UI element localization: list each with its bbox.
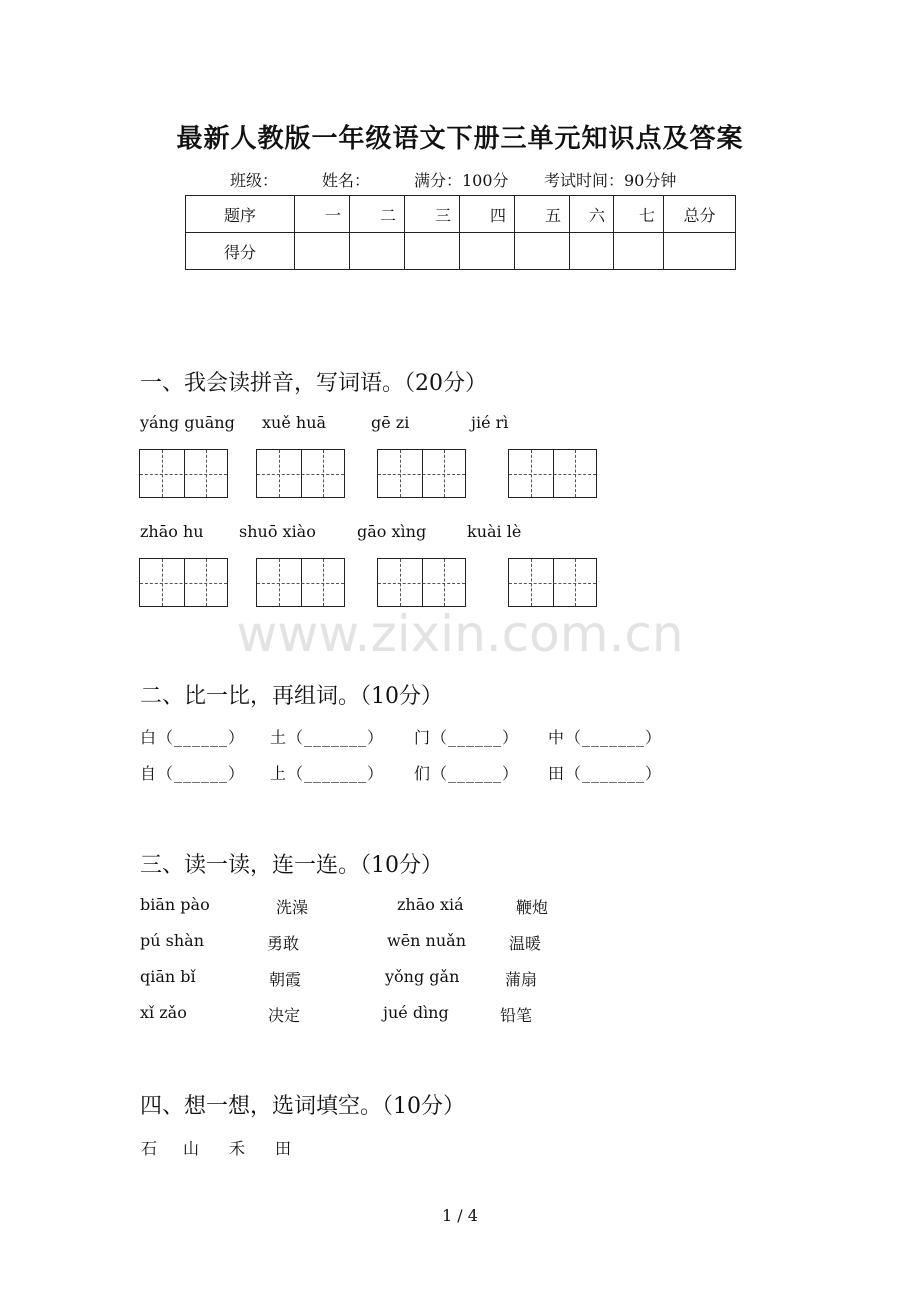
score-cell[interactable]: [460, 233, 515, 270]
q3-pinyin: qiān bǐ: [140, 967, 196, 986]
score-row-label: 得分: [186, 233, 295, 270]
header-cell-7: 七: [614, 196, 664, 233]
writing-grid[interactable]: [377, 558, 466, 607]
q4-word: 石: [141, 1139, 158, 1158]
header-cell-4: 四: [460, 196, 515, 233]
class-label: 班级：: [230, 171, 279, 190]
q3-word: 勇敢: [267, 934, 300, 953]
q3-heading: 三、读一读，连一连。（10分）: [140, 853, 443, 878]
page-number: 1 / 4: [442, 1206, 478, 1225]
header-cell-1: 一: [295, 196, 350, 233]
score-table-score-row: [186, 233, 736, 270]
q3-pinyin: biān pào: [140, 895, 210, 914]
watermark: www.zixin.com.cn: [236, 605, 684, 663]
q2-item: 白（______）: [140, 728, 246, 747]
writing-grid[interactable]: [377, 449, 466, 498]
q1-pinyin: xuě huā: [262, 413, 327, 432]
q1-heading: 一、我会读拼音，写词语。（20分）: [140, 371, 487, 396]
q3-pinyin: xǐ zǎo: [140, 1003, 187, 1022]
score-cell[interactable]: [515, 233, 570, 270]
q4-word: 禾: [229, 1139, 246, 1158]
q2-item: 田（_______）: [548, 764, 663, 783]
q3-word: 决定: [268, 1006, 301, 1025]
q3-pinyin: jué dìng: [383, 1003, 449, 1022]
q2-item: 土（_______）: [270, 728, 385, 747]
writing-grid[interactable]: [508, 449, 597, 498]
q4-heading: 四、想一想，选词填空。（10分）: [140, 1094, 465, 1119]
q4-word: 田: [275, 1139, 292, 1158]
q3-pinyin: wēn nuǎn: [387, 931, 467, 950]
q1-pinyin: shuō xiào: [239, 522, 316, 541]
q2-item: 上（_______）: [270, 764, 385, 783]
q1-pinyin: kuài lè: [467, 522, 522, 541]
score-cell[interactable]: [295, 233, 350, 270]
exam-time-label: 考试时间：90分钟: [544, 171, 677, 190]
q2-item: 门（______）: [414, 728, 520, 747]
q2-heading: 二、比一比，再组词。（10分）: [140, 684, 443, 709]
q3-word: 温暖: [509, 934, 542, 953]
header-cell-3: 三: [405, 196, 460, 233]
score-cell[interactable]: [614, 233, 664, 270]
q3-word: 蒲扇: [505, 970, 538, 989]
q3-word: 洗澡: [276, 898, 309, 917]
writing-grid[interactable]: [139, 449, 228, 498]
full-score-label: 满分：100分: [414, 171, 509, 190]
page-title: 最新人教版一年级语文下册三单元知识点及答案: [176, 124, 744, 154]
q1-pinyin: gāo xìng: [357, 522, 427, 541]
q4-word: 山: [183, 1139, 200, 1158]
q1-pinyin: gē zi: [371, 413, 410, 432]
q3-word: 朝霞: [269, 970, 302, 989]
q1-pinyin: zhāo hu: [140, 522, 204, 541]
writing-grid[interactable]: [508, 558, 597, 607]
score-cell[interactable]: [350, 233, 405, 270]
q1-pinyin: jié rì: [471, 413, 509, 432]
writing-grid[interactable]: [139, 558, 228, 607]
q3-pinyin: yǒng gǎn: [385, 967, 460, 986]
q3-word: 鞭炮: [516, 898, 549, 917]
header-cell-total: 总分: [664, 196, 736, 233]
score-table: [185, 195, 736, 270]
q1-pinyin: yáng guāng: [140, 413, 235, 432]
header-cell-6: 六: [570, 196, 614, 233]
writing-grid[interactable]: [256, 558, 345, 607]
q2-item: 中（_______）: [548, 728, 663, 747]
q2-item: 自（______）: [140, 764, 246, 783]
header-cell-question-order: 题序: [186, 196, 295, 233]
score-cell[interactable]: [570, 233, 614, 270]
name-label: 姓名：: [322, 171, 371, 190]
q2-item: 们（______）: [414, 764, 520, 783]
q3-pinyin: pú shàn: [140, 931, 204, 950]
writing-grid[interactable]: [256, 449, 345, 498]
score-cell[interactable]: [405, 233, 460, 270]
score-table-header-row: [186, 196, 736, 233]
header-cell-2: 二: [350, 196, 405, 233]
header-cell-5: 五: [515, 196, 570, 233]
q3-word: 铅笔: [500, 1006, 533, 1025]
q3-pinyin: zhāo xiá: [397, 895, 464, 914]
score-cell[interactable]: [664, 233, 736, 270]
